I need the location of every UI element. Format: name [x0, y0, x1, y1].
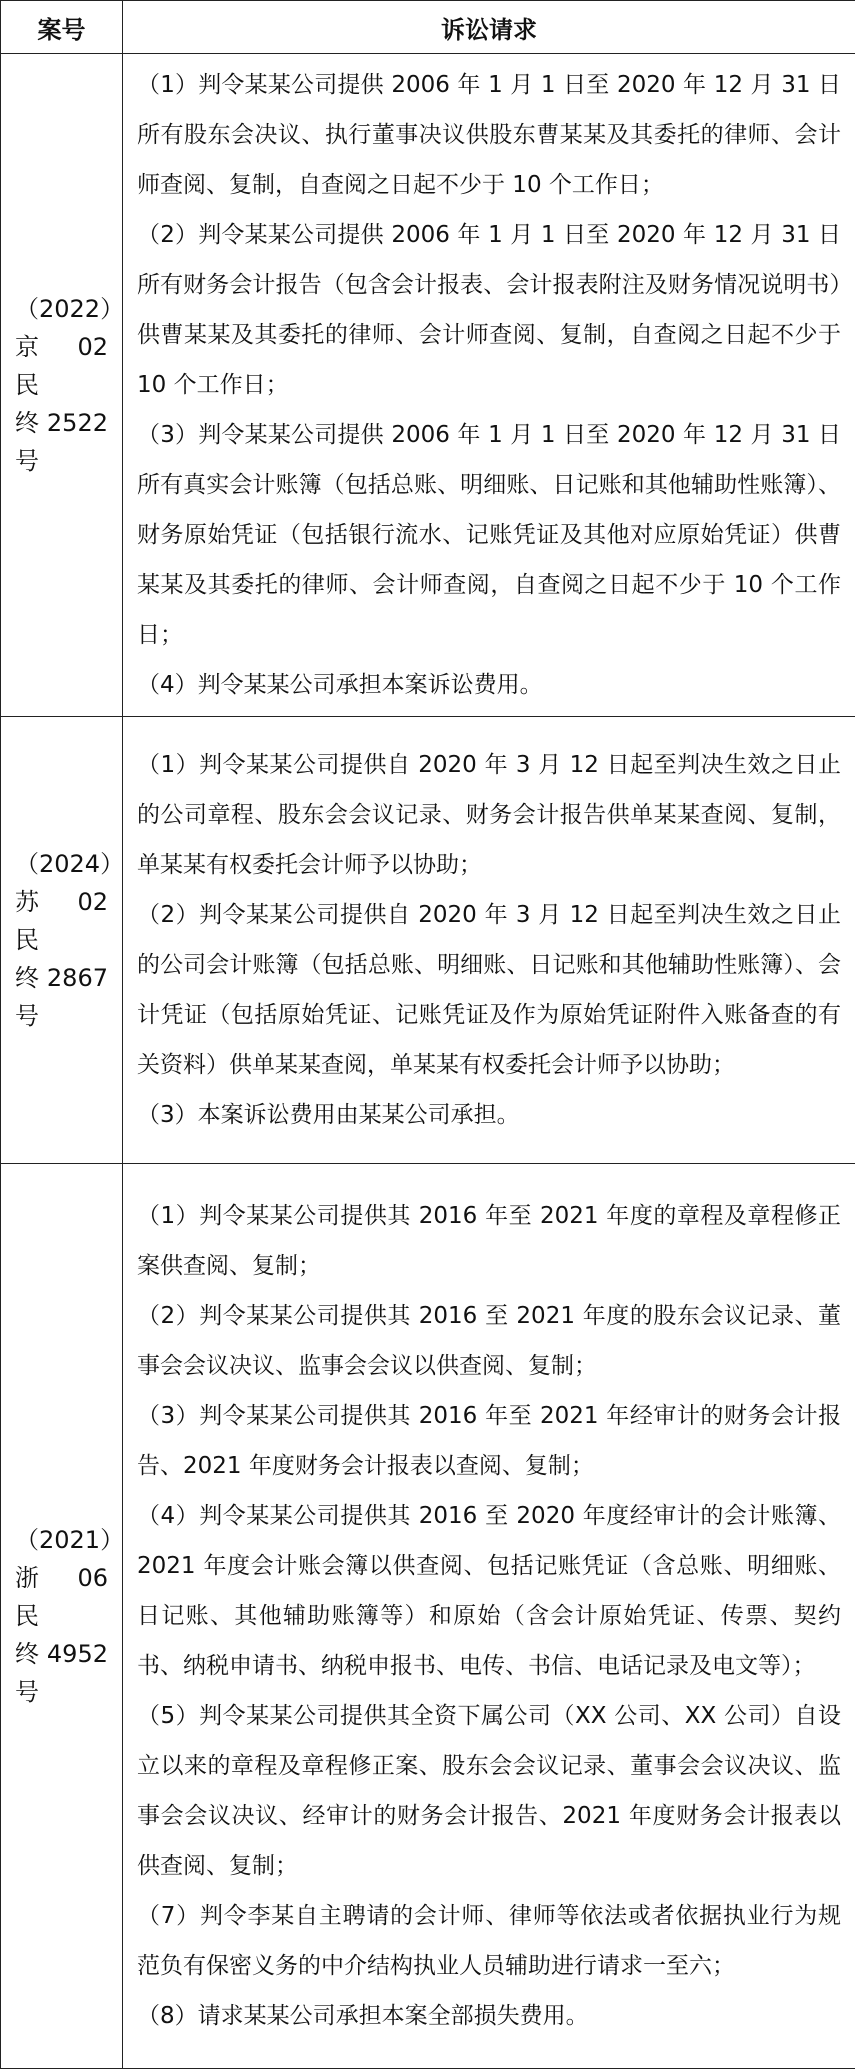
- header-row: [1, 1, 855, 54]
- case-number-cell: [1, 1164, 123, 2069]
- case-number-line: 号: [15, 997, 108, 1035]
- claims-cell: [123, 54, 855, 717]
- claim-item: （3）判令某某公司提供其 2016 年至 2021 年经审计的财务会计报告、2021 年度财务会计报表以查阅、复制；: [137, 1391, 841, 1491]
- claim-item: （1）判令某某公司提供其 2016 年至 2021 年度的章程及章程修正案供查阅、复制；: [137, 1191, 841, 1291]
- case-number-line: （2022）: [15, 290, 108, 328]
- claim-item: （2）判令某某公司提供 2006 年 1 月 1 日至 2020 年 12 月 31 日所有财务会计报告（包含会计报表、会计报表附注及财务情况说明书）供曹某某及其委托的律师、会计师查阅、复制，自查阅之日起不少于 10 个工作日；: [137, 210, 841, 410]
- claim-item: （2）判令某某公司提供其 2016 至 2021 年度的股东会议记录、董事会会议决议、监事会会议以供查阅、复制；: [137, 1291, 841, 1391]
- case-number-line: 终 2867: [15, 959, 108, 997]
- table-row: [1, 1164, 855, 2069]
- claims-cell: [123, 717, 855, 1164]
- claim-item: （2）判令某某公司提供自 2020 年 3 月 12 日起至判决生效之日止的公司会计账簿（包括总账、明细账、日记账和其他辅助性账簿）、会计凭证（包括原始凭证、记账凭证及作为原始凭证附件入账备查的有关资料）供单某某查阅，单某某有权委托会计师予以协助；: [137, 890, 841, 1090]
- claim-item: （5）判令某某公司提供其全资下属公司（XX 公司、XX 公司）自设立以来的章程及章程修正案、股东会会议记录、董事会会议决议、监事会会议决议、经审计的财务会计报告、2021 年度财务会计报表以供查阅、复制；: [137, 1691, 841, 1891]
- claims-cell: [123, 1164, 855, 2069]
- claim-item: （3）本案诉讼费用由某某公司承担。: [137, 1090, 841, 1140]
- case-number-line: 浙 06 民: [15, 1559, 108, 1635]
- case-number-line: 终 2522: [15, 404, 108, 442]
- case-number-line: 苏 02 民: [15, 883, 108, 959]
- table-row: [1, 717, 855, 1164]
- claim-item: （1）判令某某公司提供 2006 年 1 月 1 日至 2020 年 12 月 31 日所有股东会决议、执行董事决议供股东曹某某及其委托的律师、会计师查阅、复制，自查阅之日起不少于 10 个工作日；: [137, 60, 841, 210]
- claim-item: （4）判令某某公司提供其 2016 至 2020 年度经审计的会计账簿、2021 年度会计账会簿以供查阅、包括记账凭证（含总账、明细账、日记账、其他辅助账簿等）和原始（含会计原始凭证、传票、契约书、纳税申请书、纳税申报书、电传、书信、电话记录及电文等）；: [137, 1491, 841, 1691]
- claim-item: （4）判令某某公司承担本案诉讼费用。: [137, 660, 841, 710]
- case-number-line: 号: [15, 442, 108, 480]
- case-number-line: （2024）: [15, 845, 108, 883]
- case-number-line: 终 4952: [15, 1635, 108, 1673]
- claim-item: （1）判令某某公司提供自 2020 年 3 月 12 日起至判决生效之日止的公司章程、股东会会议记录、财务会计报告供单某某查阅、复制，单某某有权委托会计师予以协助；: [137, 740, 841, 890]
- claim-item: （3）判令某某公司提供 2006 年 1 月 1 日至 2020 年 12 月 31 日所有真实会计账簿（包括总账、明细账、日记账和其他辅助性账簿）、财务原始凭证（包括银行流水、记账凭证及其他对应原始凭证）供曹某某及其委托的律师、会计师查阅，自查阅之日起不少于 10 个工作日；: [137, 410, 841, 660]
- case-number-line: 京 02 民: [15, 328, 108, 404]
- header-case-number: 案号: [1, 1, 123, 54]
- case-number-cell: [1, 717, 123, 1164]
- case-number-line: 号: [15, 1673, 108, 1711]
- case-number-cell: [1, 54, 123, 717]
- claim-item: （8）请求某某公司承担本案全部损失费用。: [137, 1991, 841, 2041]
- case-number-line: （2021）: [15, 1521, 108, 1559]
- header-claims: 诉讼请求: [123, 1, 855, 54]
- claim-item: （7）判令李某自主聘请的会计师、律师等依法或者依据执业行为规范负有保密义务的中介结构执业人员辅助进行请求一至六；: [137, 1891, 841, 1991]
- table-row: [1, 54, 855, 717]
